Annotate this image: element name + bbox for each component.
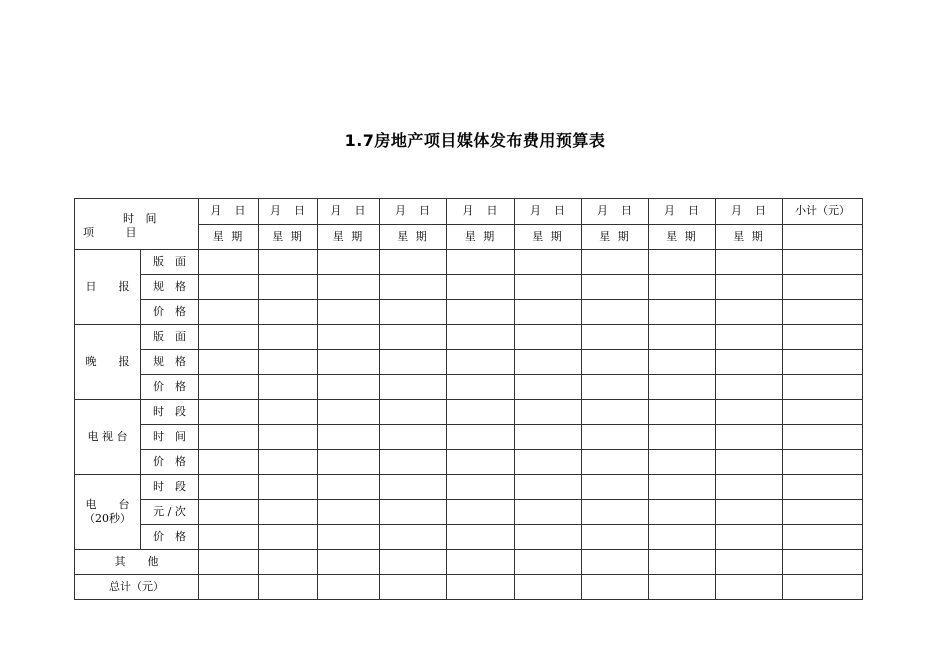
week-header: 星 期 <box>318 224 380 250</box>
table-cell[interactable] <box>783 300 863 325</box>
row-label: 时 段 <box>141 400 199 425</box>
table-cell[interactable] <box>515 575 582 600</box>
group-label-radio <box>75 475 141 550</box>
table-cell[interactable] <box>318 575 380 600</box>
table-cell[interactable] <box>783 250 863 275</box>
table-cell[interactable] <box>199 400 259 425</box>
table-cell[interactable] <box>259 350 318 375</box>
table-cell[interactable] <box>783 350 863 375</box>
row-label: 时 间 <box>141 425 199 450</box>
table-row <box>75 450 863 475</box>
date-header: 月 日 <box>716 199 783 225</box>
corner-cell <box>75 199 199 250</box>
date-header: 月 日 <box>447 199 515 225</box>
table-cell[interactable] <box>582 400 649 425</box>
table-cell[interactable] <box>515 500 582 525</box>
table-cell[interactable] <box>783 475 863 500</box>
table-cell[interactable] <box>259 450 318 475</box>
table-cell[interactable] <box>199 525 259 550</box>
table-cell[interactable] <box>649 350 716 375</box>
table-cell[interactable] <box>515 550 582 575</box>
table-cell[interactable] <box>447 550 515 575</box>
table-cell[interactable] <box>716 500 783 525</box>
table-cell[interactable] <box>649 575 716 600</box>
table-cell[interactable] <box>515 300 582 325</box>
table-cell[interactable] <box>515 525 582 550</box>
table-cell[interactable] <box>259 550 318 575</box>
table-cell[interactable] <box>716 550 783 575</box>
table-cell[interactable] <box>582 300 649 325</box>
table-row <box>75 375 863 400</box>
table-cell[interactable] <box>259 275 318 300</box>
table-cell[interactable] <box>447 350 515 375</box>
table-cell[interactable] <box>318 250 380 275</box>
page-title: 1.7房地产项目媒体发布费用预算表 <box>344 131 606 150</box>
table-cell[interactable] <box>318 550 380 575</box>
table-row <box>75 350 863 375</box>
table-cell[interactable] <box>380 375 447 400</box>
date-header: 月 日 <box>318 199 380 225</box>
table-cell[interactable] <box>582 525 649 550</box>
table-cell[interactable] <box>447 525 515 550</box>
table-row <box>75 550 863 575</box>
radio-name: 电 台 <box>85 498 130 511</box>
table-cell[interactable] <box>199 575 259 600</box>
table-cell[interactable] <box>649 475 716 500</box>
table-cell[interactable] <box>380 500 447 525</box>
row-label: 价 格 <box>141 375 199 400</box>
row-label: 版 面 <box>141 325 199 350</box>
table-cell[interactable] <box>447 400 515 425</box>
table-cell[interactable] <box>199 425 259 450</box>
table-cell[interactable] <box>582 450 649 475</box>
week-header: 星 期 <box>649 224 716 250</box>
date-header: 月 日 <box>259 199 318 225</box>
table-cell[interactable] <box>259 250 318 275</box>
table-cell[interactable] <box>318 275 380 300</box>
week-header: 星 期 <box>515 224 582 250</box>
table-cell[interactable] <box>199 550 259 575</box>
table-row <box>75 500 863 525</box>
week-header: 星 期 <box>582 224 649 250</box>
group-label-evening: 晚 报 <box>75 325 141 400</box>
table-cell[interactable] <box>716 525 783 550</box>
table-cell[interactable] <box>716 275 783 300</box>
table-cell[interactable] <box>515 275 582 300</box>
table-cell[interactable] <box>582 375 649 400</box>
table-cell[interactable] <box>716 300 783 325</box>
table-row <box>75 325 863 350</box>
table-row <box>75 250 863 275</box>
table-cell[interactable] <box>783 450 863 475</box>
table-cell[interactable] <box>447 325 515 350</box>
table-cell[interactable] <box>582 425 649 450</box>
table-cell[interactable] <box>783 500 863 525</box>
table-row <box>75 300 863 325</box>
total-label: 总计（元） <box>75 575 199 600</box>
group-label-daily: 日 报 <box>75 250 141 325</box>
table-cell[interactable] <box>380 575 447 600</box>
date-header: 月 日 <box>649 199 716 225</box>
table-cell[interactable] <box>199 250 259 275</box>
table-cell[interactable] <box>380 525 447 550</box>
table-cell[interactable] <box>649 250 716 275</box>
table-cell[interactable] <box>649 425 716 450</box>
table-cell[interactable] <box>783 375 863 400</box>
table-cell[interactable] <box>515 450 582 475</box>
corner-item-label: 项 目 <box>83 226 151 239</box>
table-cell[interactable] <box>380 425 447 450</box>
table-cell[interactable] <box>259 475 318 500</box>
table-cell[interactable] <box>259 525 318 550</box>
week-header: 星 期 <box>716 224 783 250</box>
table-cell[interactable] <box>582 250 649 275</box>
table-cell[interactable] <box>716 475 783 500</box>
table-cell[interactable] <box>447 275 515 300</box>
table-cell[interactable] <box>199 475 259 500</box>
table-cell[interactable] <box>380 250 447 275</box>
table-cell[interactable] <box>318 525 380 550</box>
table-cell[interactable] <box>199 275 259 300</box>
table-cell[interactable] <box>199 350 259 375</box>
table-cell[interactable] <box>515 250 582 275</box>
subtotal-header: 小计（元） <box>783 199 863 225</box>
date-header: 月 日 <box>515 199 582 225</box>
table-cell[interactable] <box>649 450 716 475</box>
table-cell[interactable] <box>783 425 863 450</box>
budget-table <box>74 198 863 600</box>
week-header: 星 期 <box>447 224 515 250</box>
table-cell[interactable] <box>318 450 380 475</box>
header-row-date <box>75 199 863 225</box>
table-cell[interactable] <box>447 575 515 600</box>
table-cell[interactable] <box>447 425 515 450</box>
table-cell[interactable] <box>259 325 318 350</box>
table-cell[interactable] <box>259 575 318 600</box>
table-row <box>75 275 863 300</box>
table-cell[interactable] <box>515 475 582 500</box>
date-header: 月 日 <box>199 199 259 225</box>
table-cell[interactable] <box>318 500 380 525</box>
table-cell[interactable] <box>783 325 863 350</box>
table-cell[interactable] <box>259 500 318 525</box>
table-cell[interactable] <box>716 400 783 425</box>
table-cell[interactable] <box>515 325 582 350</box>
table-cell[interactable] <box>318 425 380 450</box>
table-cell[interactable] <box>582 475 649 500</box>
table-row <box>75 525 863 550</box>
table-cell[interactable] <box>447 300 515 325</box>
table-cell[interactable] <box>447 250 515 275</box>
date-header: 月 日 <box>380 199 447 225</box>
table-cell[interactable] <box>380 350 447 375</box>
table-cell[interactable] <box>716 250 783 275</box>
radio-duration: （20秒） <box>84 512 131 525</box>
table-cell[interactable] <box>582 325 649 350</box>
table-cell[interactable] <box>515 350 582 375</box>
table-cell[interactable] <box>199 500 259 525</box>
date-header: 月 日 <box>582 199 649 225</box>
row-label: 元 / 次 <box>141 500 199 525</box>
table-cell[interactable] <box>515 400 582 425</box>
week-header: 星 期 <box>259 224 318 250</box>
table-cell[interactable] <box>318 325 380 350</box>
table-cell[interactable] <box>716 325 783 350</box>
table-cell[interactable] <box>199 325 259 350</box>
table-cell[interactable] <box>716 425 783 450</box>
table-cell[interactable] <box>783 525 863 550</box>
table-cell[interactable] <box>582 575 649 600</box>
table-cell[interactable] <box>649 325 716 350</box>
table-cell[interactable] <box>318 475 380 500</box>
table-cell[interactable] <box>447 500 515 525</box>
table-cell[interactable] <box>649 525 716 550</box>
table-cell[interactable] <box>318 300 380 325</box>
row-label: 价 格 <box>141 450 199 475</box>
week-header: 星 期 <box>380 224 447 250</box>
empty-cell <box>783 224 863 250</box>
row-label: 规 格 <box>141 350 199 375</box>
table-cell[interactable] <box>380 300 447 325</box>
row-label: 时 段 <box>141 475 199 500</box>
table-cell[interactable] <box>783 550 863 575</box>
group-label-tv: 电 视 台 <box>75 400 141 475</box>
table-cell[interactable] <box>318 375 380 400</box>
row-label: 价 格 <box>141 525 199 550</box>
table-cell[interactable] <box>318 350 380 375</box>
table-cell[interactable] <box>259 425 318 450</box>
table-cell[interactable] <box>582 500 649 525</box>
table-cell[interactable] <box>199 375 259 400</box>
row-label: 规 格 <box>141 275 199 300</box>
table-cell[interactable] <box>783 275 863 300</box>
table-cell[interactable] <box>380 275 447 300</box>
table-cell[interactable] <box>447 450 515 475</box>
table-cell[interactable] <box>582 275 649 300</box>
table-cell[interactable] <box>259 300 318 325</box>
week-header: 星 期 <box>199 224 259 250</box>
table-cell[interactable] <box>649 300 716 325</box>
corner-time-label: 时 间 <box>123 212 161 225</box>
table-cell[interactable] <box>515 425 582 450</box>
table-row <box>75 400 863 425</box>
table-cell[interactable] <box>649 375 716 400</box>
table-cell[interactable] <box>318 400 380 425</box>
table-cell[interactable] <box>380 400 447 425</box>
table-cell[interactable] <box>783 575 863 600</box>
table-cell[interactable] <box>515 375 582 400</box>
table-cell[interactable] <box>582 550 649 575</box>
table-cell[interactable] <box>259 400 318 425</box>
table-cell[interactable] <box>649 550 716 575</box>
table-cell[interactable] <box>380 325 447 350</box>
table-cell[interactable] <box>447 375 515 400</box>
table-row <box>75 575 863 600</box>
table-cell[interactable] <box>783 400 863 425</box>
table-cell[interactable] <box>649 275 716 300</box>
row-label: 价 格 <box>141 300 199 325</box>
table-cell[interactable] <box>582 350 649 375</box>
table-cell[interactable] <box>716 350 783 375</box>
table-cell[interactable] <box>380 450 447 475</box>
table-cell[interactable] <box>649 500 716 525</box>
row-label: 版 面 <box>141 250 199 275</box>
table-row <box>75 475 863 500</box>
table-cell[interactable] <box>199 300 259 325</box>
table-cell[interactable] <box>447 475 515 500</box>
table-cell[interactable] <box>199 450 259 475</box>
table-cell[interactable] <box>649 400 716 425</box>
table-cell[interactable] <box>380 475 447 500</box>
table-cell[interactable] <box>716 575 783 600</box>
table-cell[interactable] <box>259 375 318 400</box>
table-cell[interactable] <box>716 450 783 475</box>
other-label: 其 他 <box>75 550 199 575</box>
table-row <box>75 425 863 450</box>
table-cell[interactable] <box>380 550 447 575</box>
table-cell[interactable] <box>716 375 783 400</box>
